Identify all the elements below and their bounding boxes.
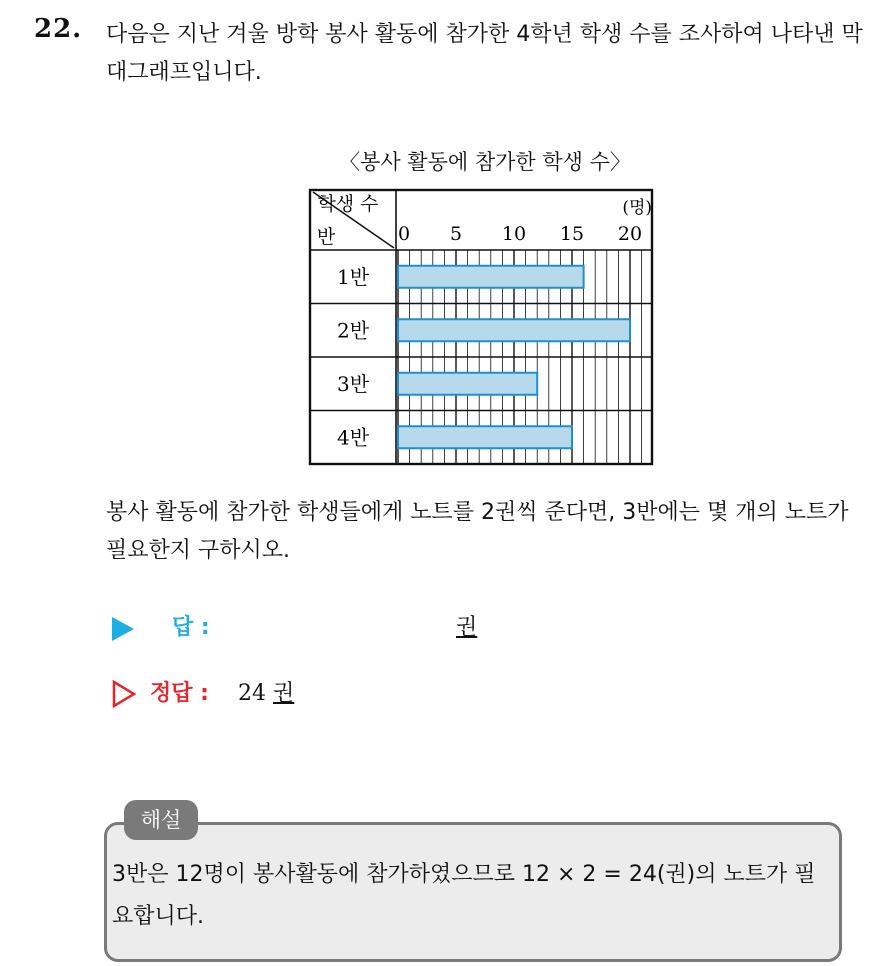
correct-label: 정답 : <box>150 681 209 706</box>
category-label: 2반 <box>336 318 370 343</box>
header-bottom-label: 반 <box>316 226 336 248</box>
bar-3 <box>398 373 537 395</box>
tick-label: 0 <box>398 223 411 245</box>
tick-label: 10 <box>501 223 527 245</box>
question-text: 다음은 지난 겨울 방학 봉사 활동에 참가한 4학년 학생 수를 조사하여 나타낸 막대그래프입니다. <box>106 22 863 85</box>
tick-label: 5 <box>449 223 463 245</box>
bar-chart <box>300 180 660 470</box>
correct-value: 24 <box>238 681 266 706</box>
chart-tick-labels <box>398 223 642 245</box>
bar-4 <box>398 426 572 448</box>
chart-title: 〈봉사 활동에 참가한 학생 수〉 <box>339 150 631 174</box>
tick-label: 15 <box>559 223 585 245</box>
play-icon <box>112 617 134 641</box>
unit-label: (명) <box>622 198 652 218</box>
answer-unit[interactable]: 권 <box>456 615 478 640</box>
bar-1 <box>398 266 584 288</box>
bar-2 <box>398 319 630 341</box>
explanation-text: 3반은 12명이 봉사활동에 참가하였으므로 12 × 2 = 24(권)의 노트가 필요합니다. <box>112 862 816 929</box>
triangle-outline-icon <box>112 680 136 708</box>
correct-unit: 권 <box>273 681 295 706</box>
answer-label: 답 : <box>172 615 210 640</box>
header-top-label: 학생 수 <box>317 193 379 215</box>
category-label: 1반 <box>336 264 370 289</box>
sub-question: 봉사 활동에 참가한 학생들에게 노트를 2권씩 준다면, 3반에는 몇 개의 노트가 필요한지 구하시오. <box>106 500 849 563</box>
category-label: 4반 <box>336 425 370 450</box>
correct-value-group <box>238 676 294 707</box>
question-number: 22. <box>34 14 83 44</box>
tick-label: 20 <box>617 223 643 245</box>
explanation-tab: 해설 <box>124 800 198 840</box>
category-label: 3반 <box>336 371 370 396</box>
